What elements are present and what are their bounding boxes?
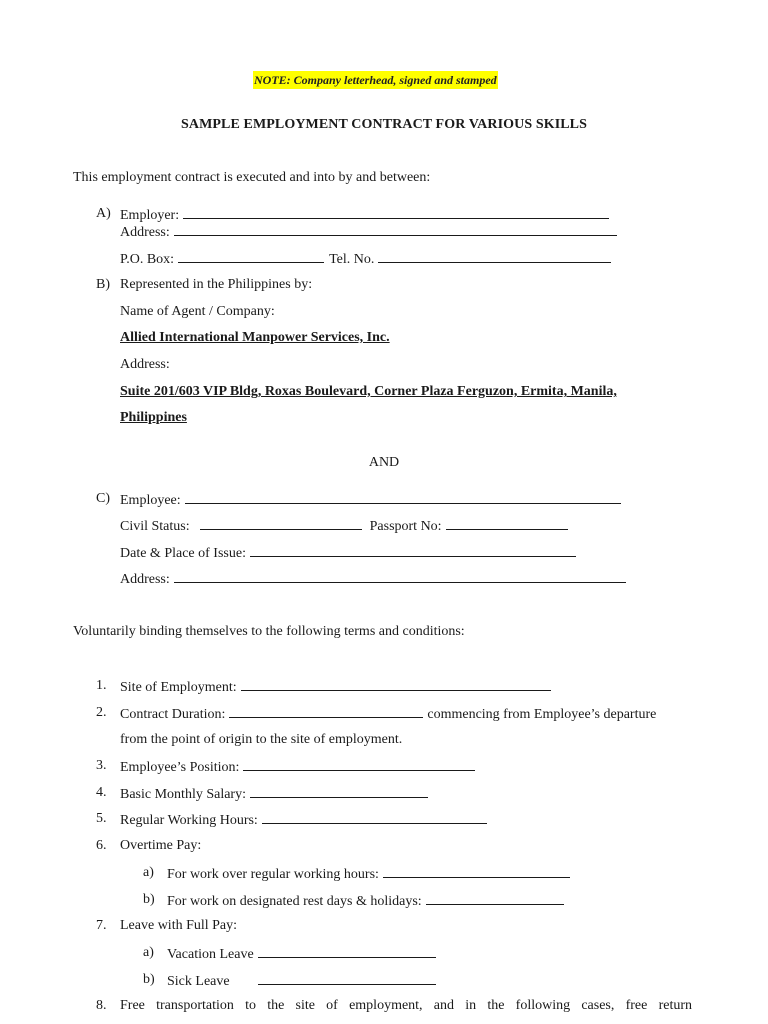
civil-passport-line <box>120 516 568 536</box>
term-5-line <box>120 810 487 830</box>
passport-blank[interactable] <box>446 516 568 530</box>
term-7b-marker: b) <box>143 972 155 987</box>
term-5-number: 5. <box>96 811 107 826</box>
employee-blank[interactable] <box>185 490 621 504</box>
overtime-regular-blank[interactable] <box>383 864 570 878</box>
binding-text: Voluntarily binding themselves to the following terms and conditions: <box>73 624 465 639</box>
vacation-leave-blank[interactable] <box>258 944 436 958</box>
and-separator: AND <box>368 455 400 470</box>
term-6b-label: For work on designated rest days & holidays: <box>167 894 422 909</box>
pobox-blank[interactable] <box>178 249 324 263</box>
employer-label: Employer: <box>120 208 180 223</box>
agent-name: Allied International Manpower Services, Inc. <box>120 330 390 345</box>
term-7a-label: Vacation Leave <box>167 947 254 962</box>
section-c-marker: C) <box>96 491 110 506</box>
term-2-number: 2. <box>96 705 107 720</box>
term-6-label: Overtime Pay: <box>120 838 202 853</box>
term-6b-marker: b) <box>143 892 155 907</box>
term-1-label: Site of Employment: <box>120 680 237 695</box>
letterhead-note: NOTE: Company letterhead, signed and stamped <box>254 73 497 87</box>
term-7-label: Leave with Full Pay: <box>120 918 238 933</box>
employer-blank[interactable] <box>183 205 609 219</box>
term-6a-line <box>167 864 570 884</box>
employer-contact-line <box>120 249 611 269</box>
term-6b-line <box>167 891 564 911</box>
tel-blank[interactable] <box>378 249 611 263</box>
employee-address-line <box>120 569 626 589</box>
site-blank[interactable] <box>241 677 551 691</box>
date-place-label: Date & Place of Issue: <box>120 546 246 561</box>
hours-blank[interactable] <box>262 810 487 824</box>
employer-address-blank[interactable] <box>174 222 617 236</box>
term-3-number: 3. <box>96 758 107 773</box>
employee-address-blank[interactable] <box>174 569 626 583</box>
pobox-label: P.O. Box: <box>120 252 175 267</box>
term-6a-marker: a) <box>143 865 154 880</box>
term-8-text: Free transportation to the site of employment, and in the following cases, free return <box>120 998 692 1013</box>
agent-label: Name of Agent / Company: <box>120 304 275 319</box>
position-blank[interactable] <box>243 757 475 771</box>
term-6a-label: For work over regular working hours: <box>167 867 379 882</box>
term-7-number: 7. <box>96 918 107 933</box>
represented-label: Represented in the Philippines by: <box>120 277 313 292</box>
employee-label: Employee: <box>120 493 181 508</box>
date-place-line <box>120 543 576 563</box>
salary-blank[interactable] <box>250 784 428 798</box>
term-7b-line <box>167 971 436 991</box>
employee-line <box>120 490 621 510</box>
term-7b-label: Sick Leave <box>167 974 230 989</box>
term-7a-marker: a) <box>143 945 154 960</box>
term-3-line <box>120 757 475 777</box>
term-2-after: commencing from Employee’s departure <box>427 707 657 722</box>
date-place-blank[interactable] <box>250 543 576 557</box>
term-1-line <box>120 677 551 697</box>
term-6-number: 6. <box>96 838 107 853</box>
employee-address-label: Address: <box>120 572 170 587</box>
contract-title: SAMPLE EMPLOYMENT CONTRACT FOR VARIOUS SKILLS <box>180 117 588 132</box>
civil-status-label: Civil Status: <box>120 519 190 534</box>
overtime-holiday-blank[interactable] <box>426 891 564 905</box>
intro-text: This employment contract is executed and into by and between: <box>73 170 431 185</box>
term-7a-line <box>167 944 436 964</box>
duration-blank[interactable] <box>229 704 423 718</box>
term-3-label: Employee’s Position: <box>120 760 240 775</box>
term-4-number: 4. <box>96 785 107 800</box>
section-a-marker: A) <box>96 206 111 221</box>
section-b-marker: B) <box>96 277 110 292</box>
agent-address-line1: Suite 201/603 VIP Bldg, Roxas Boulevard, Corner Plaza Ferguzon, Ermita, Manila, <box>120 384 617 399</box>
passport-label: Passport No: <box>369 519 442 534</box>
term-4-line <box>120 784 428 804</box>
tel-label: Tel. No. <box>329 252 375 267</box>
agent-address-line2: Philippines <box>120 410 187 425</box>
civil-status-blank[interactable] <box>200 516 362 530</box>
term-2-line <box>120 704 656 724</box>
term-2-continuation: from the point of origin to the site of employment. <box>120 732 403 747</box>
agent-address-label: Address: <box>120 357 170 372</box>
term-4-label: Basic Monthly Salary: <box>120 787 246 802</box>
term-5-label: Regular Working Hours: <box>120 813 258 828</box>
term-1-number: 1. <box>96 678 107 693</box>
employer-address-line <box>120 222 617 242</box>
term-8-number: 8. <box>96 998 107 1013</box>
term-2-label: Contract Duration: <box>120 707 226 722</box>
sick-leave-blank[interactable] <box>258 971 436 985</box>
employer-address-label: Address: <box>120 225 170 240</box>
